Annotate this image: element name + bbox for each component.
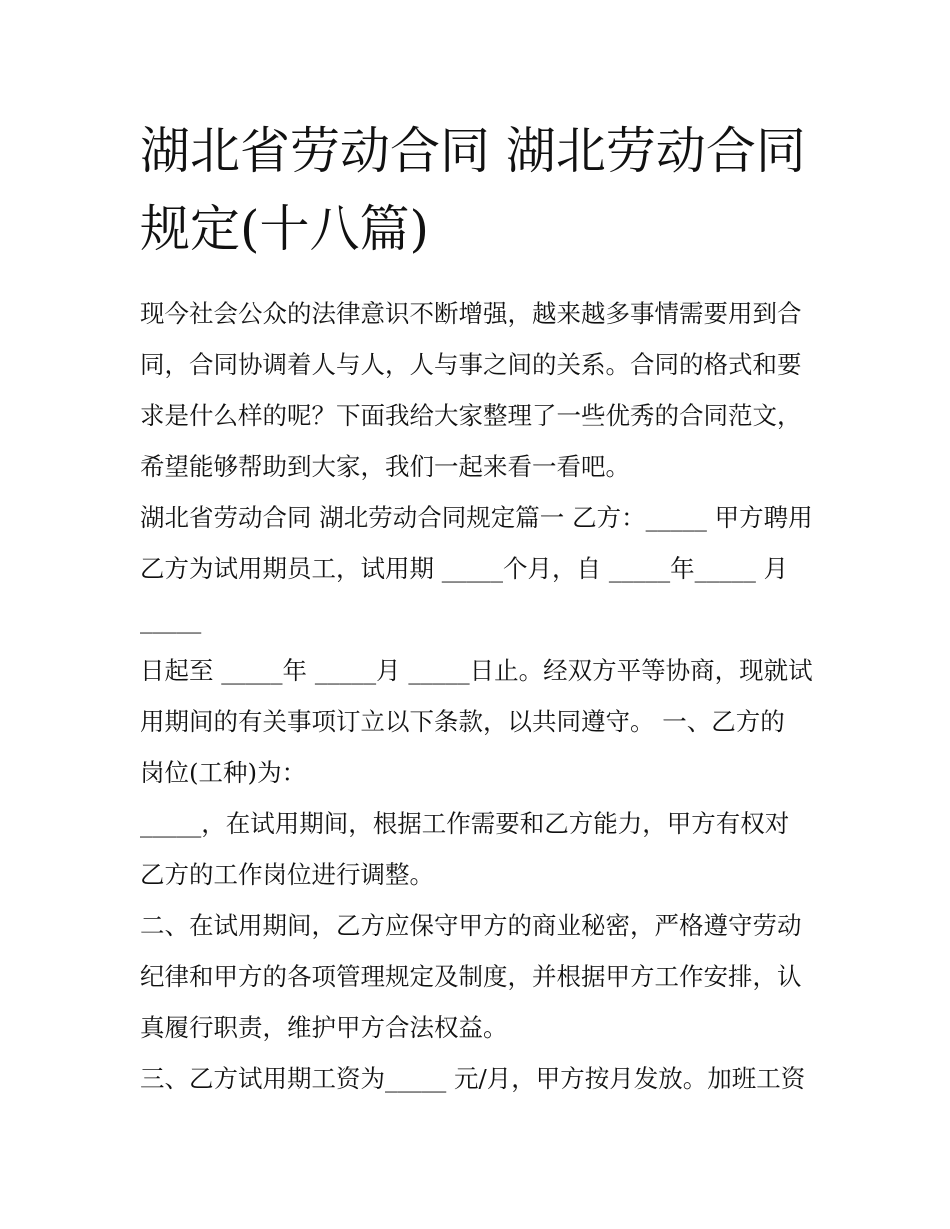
text-line: 真履行职责，维护甲方合法权益。 bbox=[140, 1013, 508, 1042]
paragraph-contract-header bbox=[140, 492, 820, 645]
text-line: 乙方为试用期员工，试用期 _____个月，自 _____年_____ 月 bbox=[140, 554, 789, 583]
paragraph-probation-period bbox=[140, 645, 820, 798]
text-line: 湖北省劳动合同 湖北劳动合同规定篇一 乙方：_____ 甲方聘用 bbox=[140, 503, 813, 532]
document-body bbox=[140, 288, 820, 1104]
text-line: 三、乙方试用期工资为_____ 元/月，甲方按月发放。加班工资 bbox=[140, 1064, 806, 1093]
document-title bbox=[140, 112, 820, 268]
paragraph-intro bbox=[140, 288, 820, 492]
text-line: 纪律和甲方的各项管理规定及制度，并根据甲方工作安排，认 bbox=[140, 962, 802, 991]
text-line: 同，合同协调着人与人，人与事之间的关系。合同的格式和要 bbox=[140, 350, 802, 379]
title-line-2: 规定(十八篇) bbox=[140, 200, 430, 258]
paragraph-clause-three bbox=[140, 1053, 820, 1104]
title-line-1: 湖北省劳动合同 湖北劳动合同 bbox=[140, 122, 806, 180]
text-line: _____，在试用期间，根据工作需要和乙方能力，甲方有权对 bbox=[140, 809, 790, 838]
text-line: 日起至 _____年 _____月 _____日止。经双方平等协商，现就试 bbox=[140, 656, 813, 685]
paragraph-clause-two bbox=[140, 900, 820, 1053]
text-line: 希望能够帮助到大家，我们一起来看一看吧。 bbox=[140, 452, 630, 481]
text-line: _____ bbox=[140, 605, 202, 634]
text-line: 用期间的有关事项订立以下条款，以共同遵守。 一、乙方的 bbox=[140, 707, 785, 736]
paragraph-position bbox=[140, 798, 820, 900]
text-line: 现今社会公众的法律意识不断增强，越来越多事情需要用到合 bbox=[140, 299, 802, 328]
document-page bbox=[140, 112, 820, 1104]
text-line: 乙方的工作岗位进行调整。 bbox=[140, 860, 434, 889]
text-line: 求是什么样的呢？下面我给大家整理了一些优秀的合同范文， bbox=[140, 401, 802, 430]
text-line: 二、在试用期间，乙方应保守甲方的商业秘密，严格遵守劳动 bbox=[140, 911, 802, 940]
text-line: 岗位(工种)为： bbox=[140, 758, 307, 787]
